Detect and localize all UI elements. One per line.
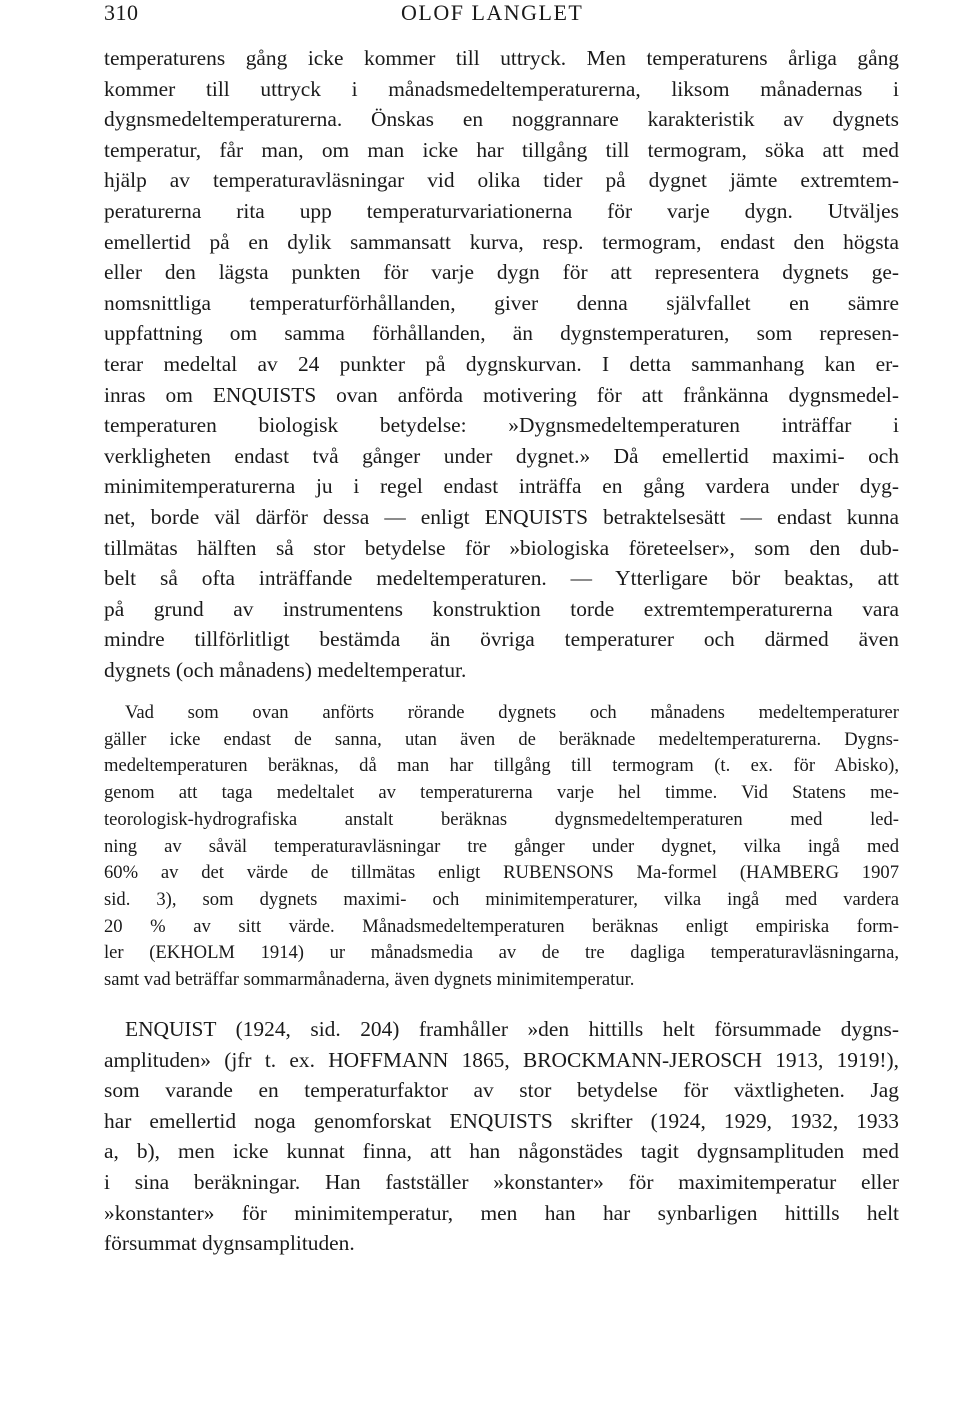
text-line: dygnets (och månadens) medeltemperatur. [104, 657, 467, 682]
text-line: verkligheten endast två gånger under dygnet.» Då emellertid maximi- och [104, 443, 899, 468]
text-line: hjälp av temperaturavläsningar vid olika tider på dygnet jämte extremtem- [104, 168, 899, 193]
text-line: ler (EKHOLM 1914) ur månadsmedia av de tre dagliga temperaturavläsningarna, [104, 942, 899, 964]
text-line: som varande en temperaturfaktor av stor betydelse för växtligheten. Jag [104, 1078, 899, 1103]
text-line: »konstanter» för minimitemperatur, men han har synbarligen hittills helt [104, 1200, 899, 1225]
text-line: i sina beräkningar. Han fastställer »konstanter» för maximitemperatur eller [104, 1169, 899, 1194]
text-line: a, b), men icke kunnat finna, att han någonstädes tagit dygnsamplituden med [104, 1139, 899, 1164]
text-line: gäller icke endast de sanna, utan även de beräknade medeltemperaturerna. Dygns- [104, 728, 899, 750]
text-line: temperatur, får man, om man icke har tillgång till termogram, söka att med [104, 137, 899, 162]
text-line: genom att taga medeltalet av temperaturerna varje hel timme. Vid Statens me- [104, 782, 899, 804]
paragraph-3 [104, 1014, 899, 1259]
text-line: net, borde väl därför dessa — enligt ENQUISTS betraktelsesätt — endast kunna [104, 504, 899, 529]
text-line: nomsnittliga temperaturförhållanden, giver denna självfallet en sämre [104, 290, 899, 315]
text-line: temperaturens gång icke kommer till uttryck. Men temperaturens årliga gång [104, 46, 899, 70]
text-line: Vad som ovan anförts rörande dygnets och månadens medeltemperaturer [125, 702, 899, 723]
paragraph-2-small-print [104, 700, 899, 994]
text-line: temperaturen biologisk betydelse: »Dygnsmedeltemperaturen inträffar i [104, 413, 899, 438]
text-line: amplituden» (jfr t. ex. HOFFMANN 1865, BROCKMANN-JEROSCH 1913, 1919!), [104, 1047, 899, 1072]
text-line: mindre tillförlitligt bestämda än övriga temperaturer och därmed även [104, 627, 899, 652]
text-line: sid. 3), som dygnets maximi- och minimitemperaturer, vilka ingå med vardera [104, 888, 899, 910]
text-line: uppfattning om samma förhållanden, än dygnstemperaturen, som represen- [104, 321, 899, 346]
text-line: eller den lägsta punkten för varje dygn för att representera dygnets ge- [104, 260, 899, 285]
text-line: kommer till uttryck i månadsmedeltemperaturerna, liksom månadernas i [104, 76, 899, 101]
running-head [104, 0, 899, 26]
text-line: belt så ofta inträffande medeltemperaturen. — Ytterligare bör beaktas, att [104, 566, 899, 591]
text-line: på grund av instrumentens konstruktion torde extremtemperaturerna vara [104, 596, 899, 621]
text-line: 60% av det värde de tillmätas enligt RUBENSONS Ma-formel (HAMBERG 1907 [104, 862, 899, 884]
page-number: 310 [104, 0, 139, 25]
paragraph-1 [104, 43, 899, 685]
text-line: dygnsmedeltemperaturerna. Önskas en noggrannare karakteristik av dygnets [104, 107, 899, 132]
text-line: emellertid på en dylik sammansatt kurva, resp. termogram, endast den högsta [104, 229, 899, 254]
text-line: tillmätas hälften så stor betydelse för »biologiska företeelser», som den dub- [104, 535, 899, 560]
text-line: minimitemperaturerna ju i regel endast inträffa en gång vardera under dyg- [104, 474, 899, 499]
text-line: inras om ENQUISTS ovan anförda motivering för att frånkänna dygnsmedel- [104, 382, 899, 407]
text-line: ENQUIST (1924, sid. 204) framhåller »den hittills helt försummade dygns- [125, 1017, 899, 1041]
text-line: peraturerna rita upp temperaturvariationerna för varje dygn. Utväljes [104, 198, 899, 223]
text-line: teorologisk-hydrografiska anstalt beräknas dygnsmedeltemperaturen med led- [104, 808, 899, 830]
running-title: OLOF LANGLET [401, 0, 584, 25]
text-line: terar medeltal av 24 punkter på dygnskurvan. I detta sammanhang kan er- [104, 351, 899, 376]
text-line: samt vad beträffar sommarmånaderna, även dygnets minimitemperatur. [104, 969, 635, 991]
text-line: har emellertid noga genomforskat ENQUISTS skrifter (1924, 1929, 1932, 1933 [104, 1108, 899, 1133]
text-line: ning av såväl temperaturavläsningar tre gånger under dygnet, vilka ingå med [104, 835, 899, 857]
text-line: försummat dygnsamplituden. [104, 1231, 355, 1256]
text-line: 20 % av sitt värde. Månadsmedeltemperaturen beräknas enligt empiriska form- [104, 915, 899, 937]
text-line: medeltemperaturen beräknas, då man har tillgång till termogram (t. ex. för Abisko), [104, 755, 899, 777]
